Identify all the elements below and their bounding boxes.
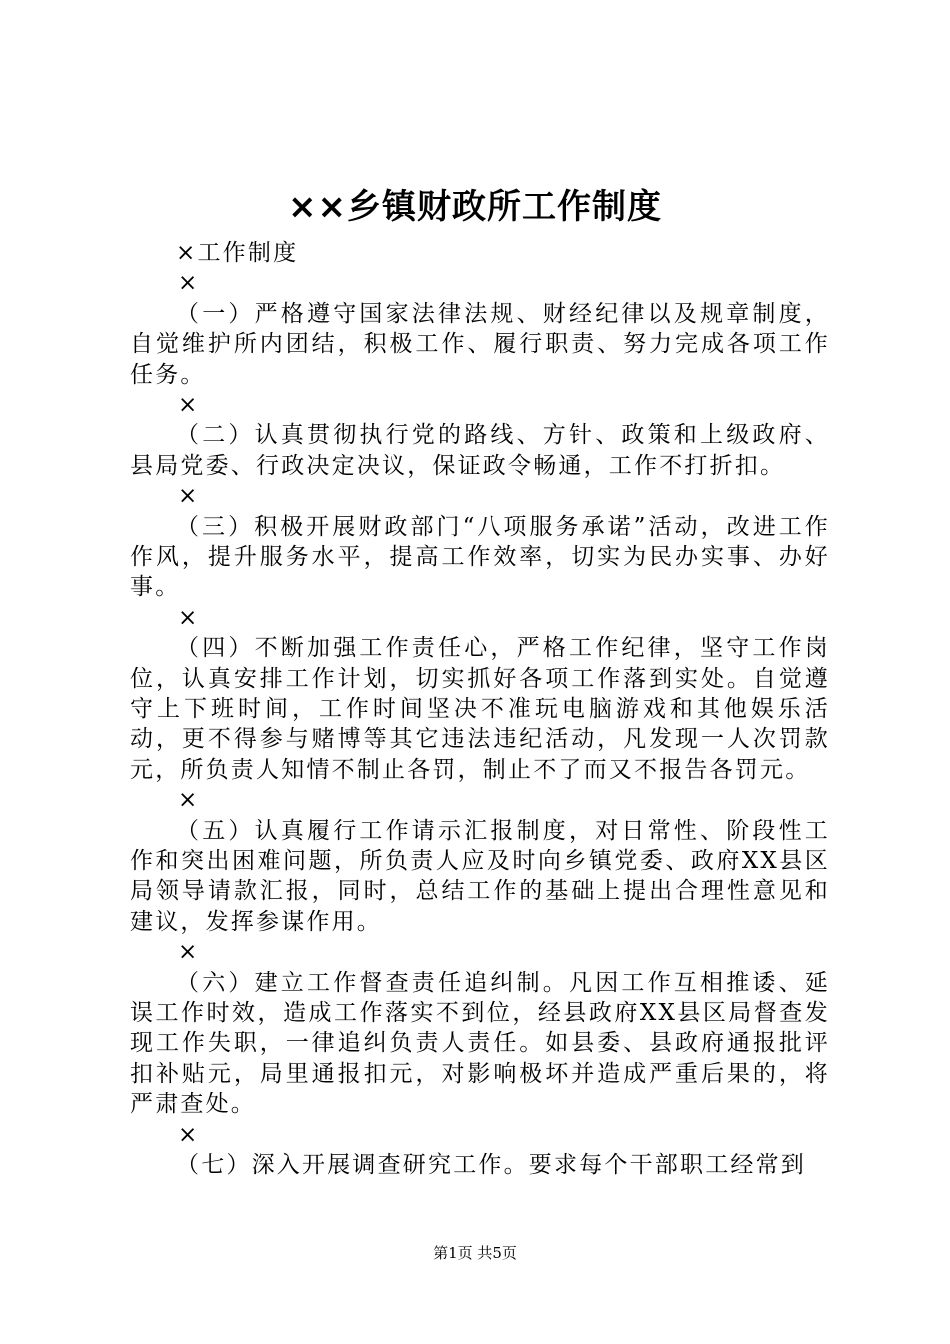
page-footer: 第1页 共5页	[433, 1244, 517, 1262]
paragraph-5: （五）认真履行工作请示汇报制度，对日常性、阶段性工作和突出困难问题，所负责人应及时向乡镇党委、政府XX县区局领导请款汇报，同时，总结工作的基础上提出合理性意见和建议，发挥参谋作用。	[130, 817, 830, 935]
paragraph-3: （三）积极开展财政部门“八项服务承诺”活动，改进工作作风，提升服务水平，提高工作效率，切实为民办实事、办好事。	[130, 513, 830, 601]
paragraph-2: （二）认真贯彻执行党的路线、方针、政策和上级政府、县局党委、行政决定决议，保证政令畅通，工作不打折扣。	[130, 422, 830, 479]
paragraph-4: （四）不断加强工作责任心，严格工作纪律，坚守工作岗位，认真安排工作计划，切实抓好各项工作落到实处。自觉遵守上下班时间，工作时间坚决不准玩电脑游戏和其他娱乐活动，更不得参与赌博等其它违法违纪活动，凡发现一人次罚款元，所负责人知情不制止各罚，制止不了而又不报告各罚元。	[130, 635, 830, 783]
marker-3: ×	[178, 483, 200, 510]
document-body	[130, 238, 830, 1180]
marker-5: ×	[178, 787, 200, 814]
paragraph-1: （一）严格遵守国家法律法规、财经纪律以及规章制度，自觉维护所内团结，积极工作、履行职责、努力完成各项工作任务。	[130, 300, 830, 388]
marker-1: ×	[178, 270, 200, 297]
marker-4: ×	[178, 604, 200, 631]
section-heading: ×工作制度	[176, 240, 299, 266]
paragraph-6: （六）建立工作督查责任追纠制。凡因工作互相推诿、延误工作时效，造成工作落实不到位，经县政府XX县区局督查发现工作失职，一律追纠负责人责任。如县委、县政府通报批评扣补贴元，局里通报扣元，对影响极坏并造成严重后果的，将严肃查处。	[130, 969, 830, 1118]
marker-7: ×	[178, 1121, 200, 1148]
marker-2: ×	[178, 392, 200, 419]
document-title: ××乡镇财政所工作制度	[288, 187, 662, 227]
paragraph-7: （七）深入开展调查研究工作。要求每个干部职工经常到	[176, 1152, 806, 1179]
marker-6: ×	[178, 939, 200, 966]
